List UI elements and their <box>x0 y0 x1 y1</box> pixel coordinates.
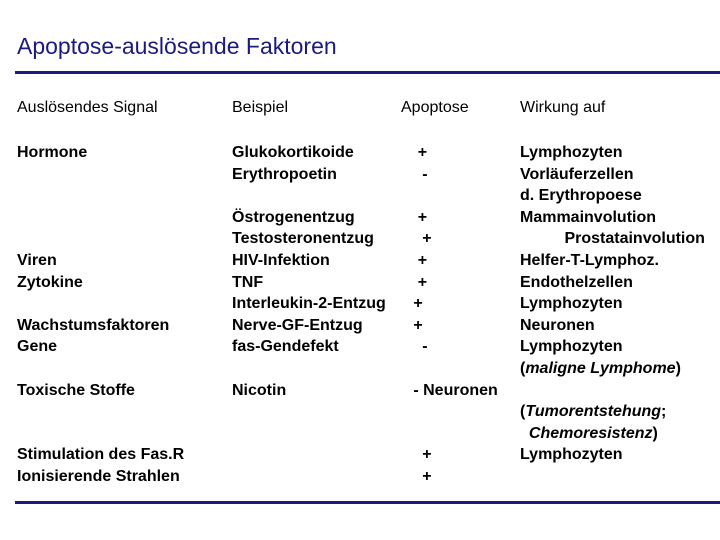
signal-cell <box>17 401 184 423</box>
wirkung-cell: Helfer-T-Lymphoz. <box>520 251 659 269</box>
wirkung-cell: Lymphozyten <box>520 295 623 313</box>
wirkung-cell <box>520 380 705 402</box>
apoptose-cell: + <box>400 446 432 464</box>
column-apoptose <box>400 142 498 488</box>
bottom-divider <box>15 501 720 504</box>
beispiel-cell <box>232 466 386 488</box>
signal-cell: Gene <box>17 338 58 356</box>
apoptose-cell <box>400 358 498 380</box>
apoptose-cell: - Neuronen <box>400 381 498 399</box>
signal-cell: Ionisierende Strahlen <box>17 467 180 485</box>
signal-cell <box>17 228 184 250</box>
wirkung-cell: Chemoresistenz) <box>528 424 658 442</box>
signal-cell <box>17 185 184 207</box>
top-divider <box>15 71 720 74</box>
beispiel-cell: fas-Gendefekt <box>232 338 339 356</box>
wirkung-cell: d. Erythropoese <box>520 187 642 205</box>
column-wirkung <box>520 142 705 488</box>
apoptose-cell: + <box>400 208 428 226</box>
beispiel-cell: Testosteronentzug <box>232 230 374 248</box>
column-signal <box>17 142 184 488</box>
wirkung-cell: (maligne Lymphome) <box>520 359 681 377</box>
wirkung-cell: Vorläuferzellen <box>520 165 634 183</box>
header-wirkung: Wirkung auf <box>520 99 606 116</box>
beispiel-cell: Glukokortikoide <box>232 144 354 161</box>
apoptose-cell: + <box>400 251 428 269</box>
wirkung-cell: Prostatainvolution <box>520 230 705 248</box>
signal-cell <box>17 358 184 380</box>
wirkung-cell: (Tumorentstehung; <box>520 403 667 421</box>
wirkung-cell <box>520 466 705 488</box>
wirkung-cell: Lymphozyten <box>520 144 623 161</box>
slide-title: Apoptose-auslösende Faktoren <box>17 33 337 59</box>
signal-cell <box>17 423 184 445</box>
beispiel-cell <box>232 358 386 380</box>
signal-cell: Wachstumsfaktoren <box>17 316 170 334</box>
signal-cell <box>17 164 184 186</box>
apoptose-cell: - <box>400 338 428 356</box>
signal-cell: Stimulation des Fas.R <box>17 446 185 464</box>
beispiel-cell <box>232 423 386 445</box>
signal-cell: Toxische Stoffe <box>17 381 135 399</box>
apoptose-cell: + <box>400 295 423 313</box>
wirkung-cell: Lymphozyten <box>520 338 623 356</box>
signal-cell: Zytokine <box>17 273 83 291</box>
beispiel-cell: Nerve-GF-Entzug <box>232 316 363 334</box>
beispiel-cell <box>232 401 386 423</box>
wirkung-cell: Mammainvolution <box>520 208 657 226</box>
apoptose-cell <box>400 401 498 423</box>
apoptose-cell: + <box>400 230 432 248</box>
signal-cell: Hormone <box>17 144 88 161</box>
signal-cell <box>17 293 184 315</box>
apoptose-cell: + <box>400 273 428 291</box>
column-beispiel <box>232 142 386 488</box>
wirkung-cell: Lymphozyten <box>520 446 623 464</box>
beispiel-cell: HIV-Infektion <box>232 251 330 269</box>
beispiel-cell: Interleukin-2-Entzug <box>232 295 386 313</box>
signal-cell: Viren <box>17 251 57 269</box>
beispiel-cell: TNF <box>232 273 264 291</box>
apoptose-cell <box>400 423 498 445</box>
apoptose-cell: + <box>400 316 423 334</box>
header-signal: Auslösendes Signal <box>17 99 158 116</box>
header-apoptose: Apoptose <box>401 99 469 116</box>
beispiel-cell: Nicotin <box>232 381 287 399</box>
beispiel-cell <box>232 444 386 466</box>
beispiel-cell <box>232 185 386 207</box>
apoptose-cell: + <box>400 144 428 161</box>
apoptose-cell <box>400 185 498 207</box>
wirkung-cell: Endothelzellen <box>520 273 633 291</box>
apoptose-cell: + <box>400 467 432 485</box>
beispiel-cell: Erythropoetin <box>232 165 337 183</box>
apoptose-cell: - <box>400 165 428 183</box>
wirkung-cell: Neuronen <box>520 316 595 334</box>
beispiel-cell: Östrogenentzug <box>232 208 355 226</box>
header-beispiel: Beispiel <box>232 99 289 116</box>
signal-cell <box>17 207 184 229</box>
